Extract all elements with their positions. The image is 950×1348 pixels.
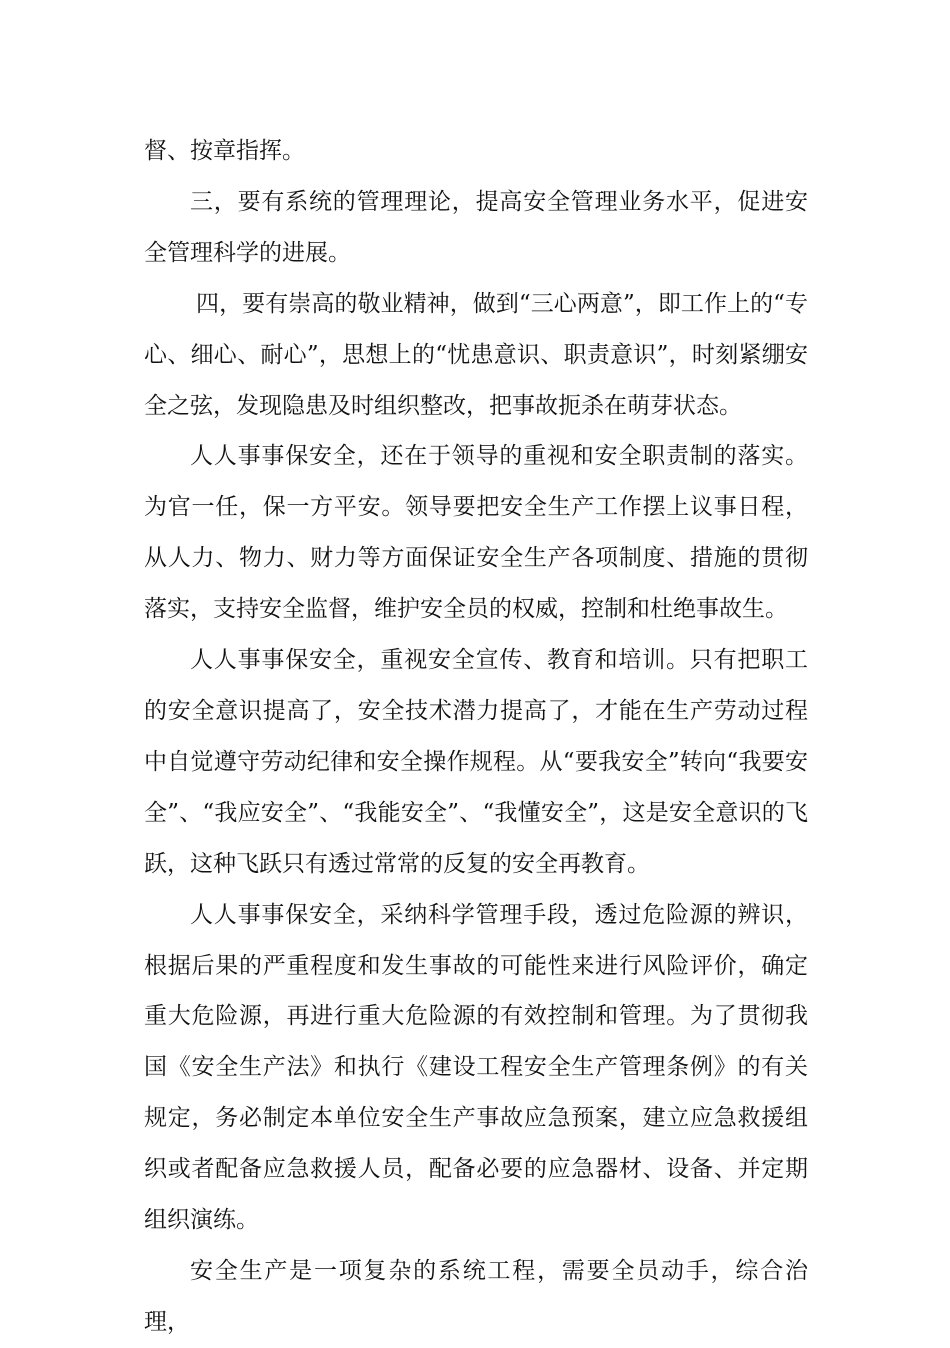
paragraph-education: 人人事事保安全，重视安全宣传、教育和培训。只有把职工的安全意识提高了，安全技术潜力提高了，才能在生产劳动过程中自觉遵守劳动纪律和安全操作规程。从“要我安全”转向“我要安全”、“我应安全”、“我能安全”、“我懂安全”，这是安全意识的飞跃，这种飞跃只有透过常常的反复的安全再教育。 [144, 647, 808, 877]
paragraph-continuation: 督、按章指挥。 [144, 138, 305, 164]
paragraph-system-engineering: 安全生产是一项复杂的系统工程，需要全员动手，综合治理， [144, 1257, 808, 1335]
paragraph-risk-management: 人人事事保安全，采纳科学管理手段，透过危险源的辨识，根据后果的严重程度和发生事故的可能性来进行风险评价，确定重大危险源，再进行重大危险源的有效控制和管理。为了贯彻我国《安全生产法》和执行《建设工程安全生产管理条例》的有关规定，务必制定本单位安全生产事故应急预案，建立应急救援组织或者配备应急救援人员，配备必要的应急器材、设备、并定期组织演练。 [144, 901, 808, 1234]
paragraph-leadership: 人人事事保安全，还在于领导的重视和安全职责制的落实。为官一任，保一方平安。领导要把安全生产工作摆上议事日程，从人力、物力、财力等方面保证安全生产各项制度、措施的贯彻落实，支持安全监督，维护安全员的权威，控制和杜绝事故生。 [144, 443, 808, 623]
paragraph-point-three: 三，要有系统的管理理论，提高安全管理业务水平，促进安全管理科学的进展。 [144, 188, 808, 266]
paragraph-point-four: 四，要有崇高的敬业精神，做到“三心两意”，即工作上的“专心、细心、耐心”，思想上的“忧患意识、职责意识”，时刻紧绷安全之弦，发现隐患及时组织整改，把事故扼杀在萌芽状态。 [144, 290, 808, 419]
document-body [144, 126, 808, 1348]
